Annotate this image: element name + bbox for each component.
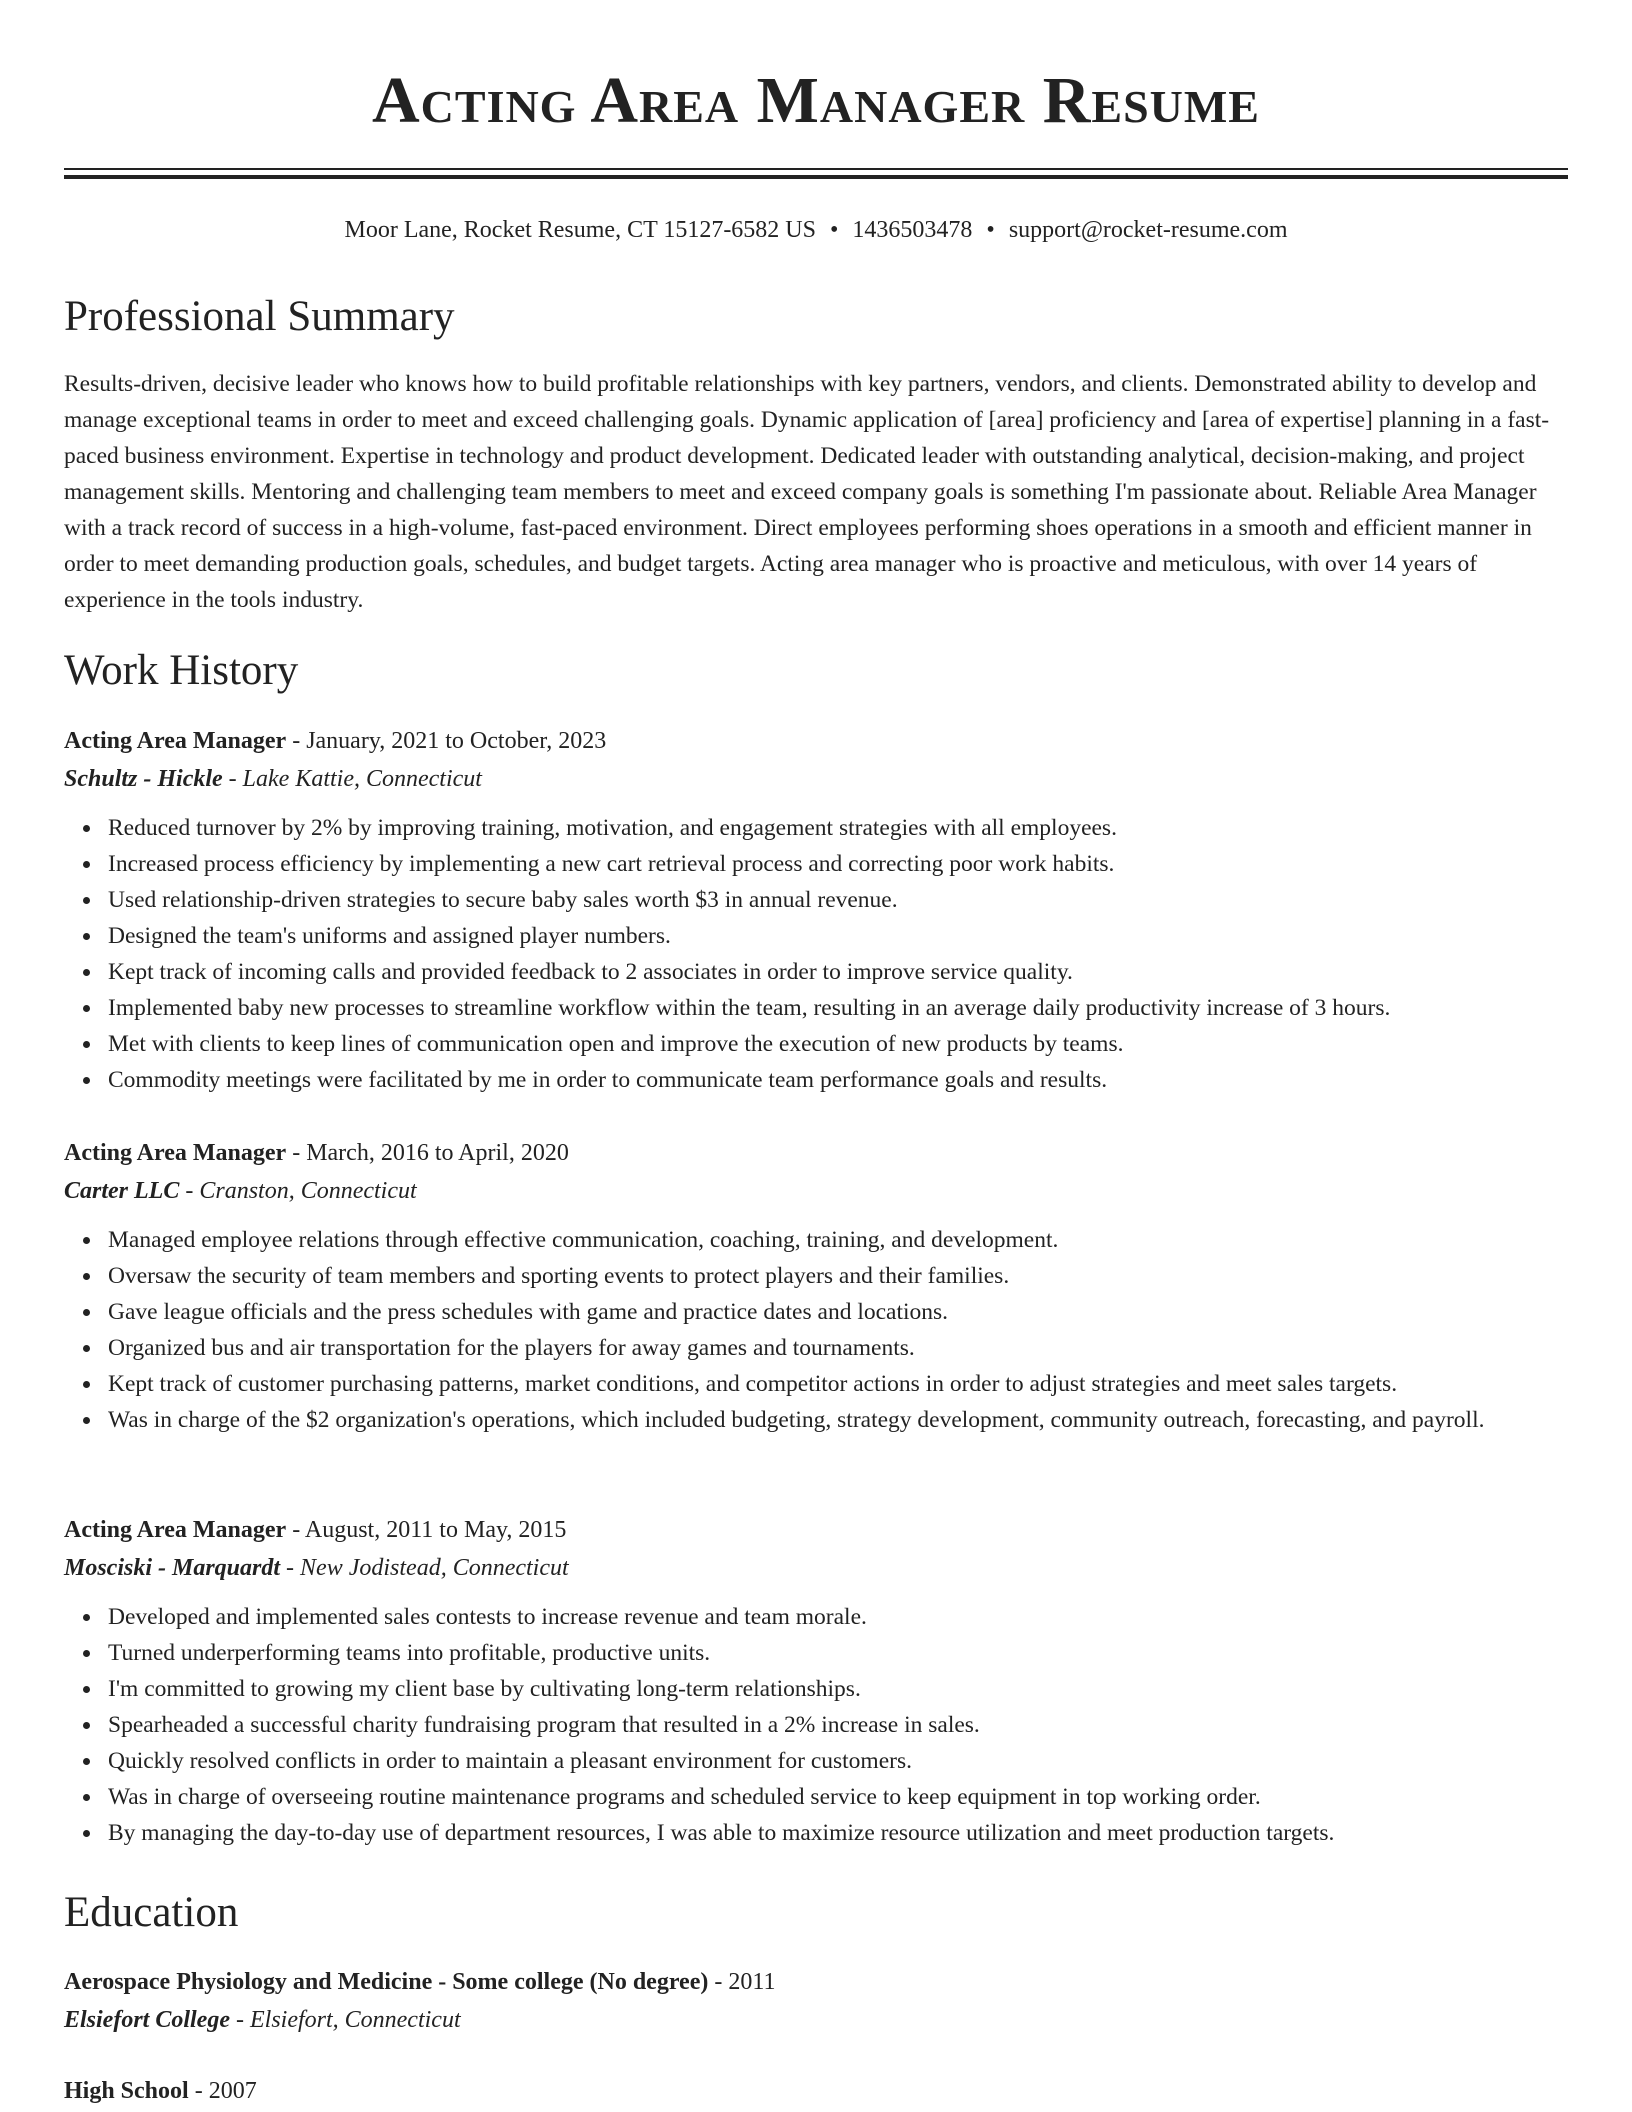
- dash: -: [280, 1555, 301, 1581]
- list-item: Reduced turnover by 2% by improving training, motivation, and engagement strategies with all employees.: [108, 810, 1568, 846]
- job-dates: August, 2011 to May, 2015: [304, 1517, 567, 1543]
- list-item: I'm committed to growing my client base by cultivating long-term relationships.: [108, 1671, 1568, 1707]
- dash: -: [286, 728, 307, 754]
- dash: -: [188, 2078, 209, 2104]
- job-bullets: [64, 1222, 1568, 1438]
- list-item: Used relationship-driven strategies to secure baby sales worth $3 in annual revenue.: [108, 882, 1568, 918]
- contact-address: Moor Lane, Rocket Resume, CT 15127-6582 US: [344, 217, 816, 243]
- job-entry: [64, 722, 1568, 1098]
- list-item: Quickly resolved conflicts in order to maintain a pleasant environment for customers.: [108, 1743, 1568, 1779]
- list-item: Designed the team's uniforms and assigned player numbers.: [108, 918, 1568, 954]
- education-degree: High School: [64, 2078, 189, 2104]
- dash: -: [179, 1178, 200, 1204]
- job-bullets: [64, 810, 1568, 1098]
- list-item: Implemented baby new processes to streamline workflow within the team, resulting in an average daily productivity increase of 3 hours.: [108, 990, 1568, 1026]
- education-school: Elsiefort College: [64, 2007, 230, 2033]
- list-item: Organized bus and air transportation for the players for away games and tournaments.: [108, 1330, 1568, 1366]
- job-location: Lake Kattie, Connecticut: [242, 766, 482, 792]
- list-item: Gave league officials and the press schedules with game and practice dates and locations.: [108, 1294, 1568, 1330]
- job-location: Cranston, Connecticut: [199, 1178, 417, 1204]
- list-item: Kept track of customer purchasing patterns, market conditions, and competitor actions in order to adjust strategies and meet sales targets.: [108, 1366, 1568, 1402]
- job-company: Mosciski - Marquardt: [64, 1555, 281, 1581]
- job-dates: January, 2021 to October, 2023: [306, 728, 607, 754]
- list-item: Kept track of incoming calls and provided feedback to 2 associates in order to improve service quality.: [108, 954, 1568, 990]
- contact-separator: •: [830, 217, 839, 243]
- resume-title: Acting Area Manager Resume: [372, 64, 1260, 137]
- job-dates: March, 2016 to April, 2020: [306, 1140, 569, 1166]
- job-role: Acting Area Manager: [64, 1517, 287, 1543]
- job-role: Acting Area Manager: [64, 728, 287, 754]
- summary-text: Results-driven, decisive leader who knows how to build profitable relationships with key partners, vendors, and clients. Demonstrated ability to develop and manage exceptional teams in order to meet and exceed challenging goals. Dynamic application of [area] proficiency and [area of expertise] planning in a fast-paced business environment. Expertise in technology and product development. Dedicated leader with outstanding analytical, decision-making, and project management skills. Mentoring and challenging team members to meet and exceed company goals is something I'm passionate about. Reliable Area Manager with a track record of success in a high-volume, fast-paced environment. Direct employees performing shoes operations in a smooth and efficient manner in order to meet demanding production goals, schedules, and budget targets. Acting area manager who is proactive and meticulous, with over 14 years of experience in the tools industry.: [64, 371, 1550, 613]
- education-year: 2011: [728, 1969, 776, 1995]
- job-heading: [64, 722, 1568, 760]
- education-heading: [64, 1963, 1568, 2001]
- job-heading: [64, 1134, 1568, 1172]
- list-item: Oversaw the security of team members and sporting events to protect players and their families.: [108, 1258, 1568, 1294]
- job-bullets: [64, 1599, 1568, 1851]
- job-employer: [64, 760, 1568, 798]
- job-company: Carter LLC: [64, 1178, 180, 1204]
- list-item: Increased process efficiency by implementing a new cart retrieval process and correcting poor work habits.: [108, 846, 1568, 882]
- education-degree: Aerospace Physiology and Medicine - Some college (No degree): [64, 1969, 709, 1995]
- dash: -: [222, 766, 243, 792]
- list-item: Turned underperforming teams into profitable, productive units.: [108, 1635, 1568, 1671]
- section-title-work-history: Work History: [64, 647, 299, 694]
- dash: -: [229, 2007, 250, 2033]
- education-entry: [64, 2072, 1568, 2110]
- education-location: Elsiefort, Connecticut: [249, 2007, 461, 2033]
- list-item: Was in charge of overseeing routine maintenance programs and scheduled service to keep equipment in top working order.: [108, 1779, 1568, 1815]
- header-rule-thin: [64, 168, 1568, 170]
- header-rule-thick: [64, 175, 1568, 179]
- contact-email: support@rocket-resume.com: [1008, 217, 1288, 243]
- dash: -: [286, 1517, 305, 1543]
- job-role: Acting Area Manager: [64, 1140, 287, 1166]
- list-item: Was in charge of the $2 organization's operations, which included budgeting, strategy development, community outreach, forecasting, and payroll.: [108, 1402, 1568, 1438]
- section-title-education: Education: [64, 1889, 239, 1936]
- list-item: Developed and implemented sales contests to increase revenue and team morale.: [108, 1599, 1568, 1635]
- list-item: Met with clients to keep lines of communication open and improve the execution of new products by teams.: [108, 1026, 1568, 1062]
- section-title-summary: Professional Summary: [64, 293, 455, 340]
- contact-separator: •: [986, 217, 995, 243]
- education-school-line: [64, 2001, 1568, 2039]
- job-entry: [64, 1134, 1568, 1438]
- education-year: 2007: [208, 2078, 257, 2104]
- list-item: Managed employee relations through effective communication, coaching, training, and development.: [108, 1222, 1568, 1258]
- contact-phone: 1436503478: [852, 217, 973, 243]
- education-heading: [64, 2072, 1568, 2110]
- list-item: Commodity meetings were facilitated by me in order to communicate team performance goals and results.: [108, 1062, 1568, 1098]
- contact-line: [0, 214, 1632, 246]
- job-entry: [64, 1511, 1568, 1851]
- job-employer: [64, 1172, 1568, 1210]
- job-location: New Jodistead, Connecticut: [300, 1555, 569, 1581]
- job-employer: [64, 1549, 1568, 1587]
- education-entry: [64, 1963, 1568, 2039]
- dash: -: [708, 1969, 729, 1995]
- dash: -: [286, 1140, 307, 1166]
- job-heading: [64, 1511, 1568, 1549]
- list-item: Spearheaded a successful charity fundraising program that resulted in a 2% increase in sales.: [108, 1707, 1568, 1743]
- list-item: By managing the day-to-day use of department resources, I was able to maximize resource utilization and meet production targets.: [108, 1815, 1568, 1851]
- job-company: Schultz - Hickle: [64, 766, 223, 792]
